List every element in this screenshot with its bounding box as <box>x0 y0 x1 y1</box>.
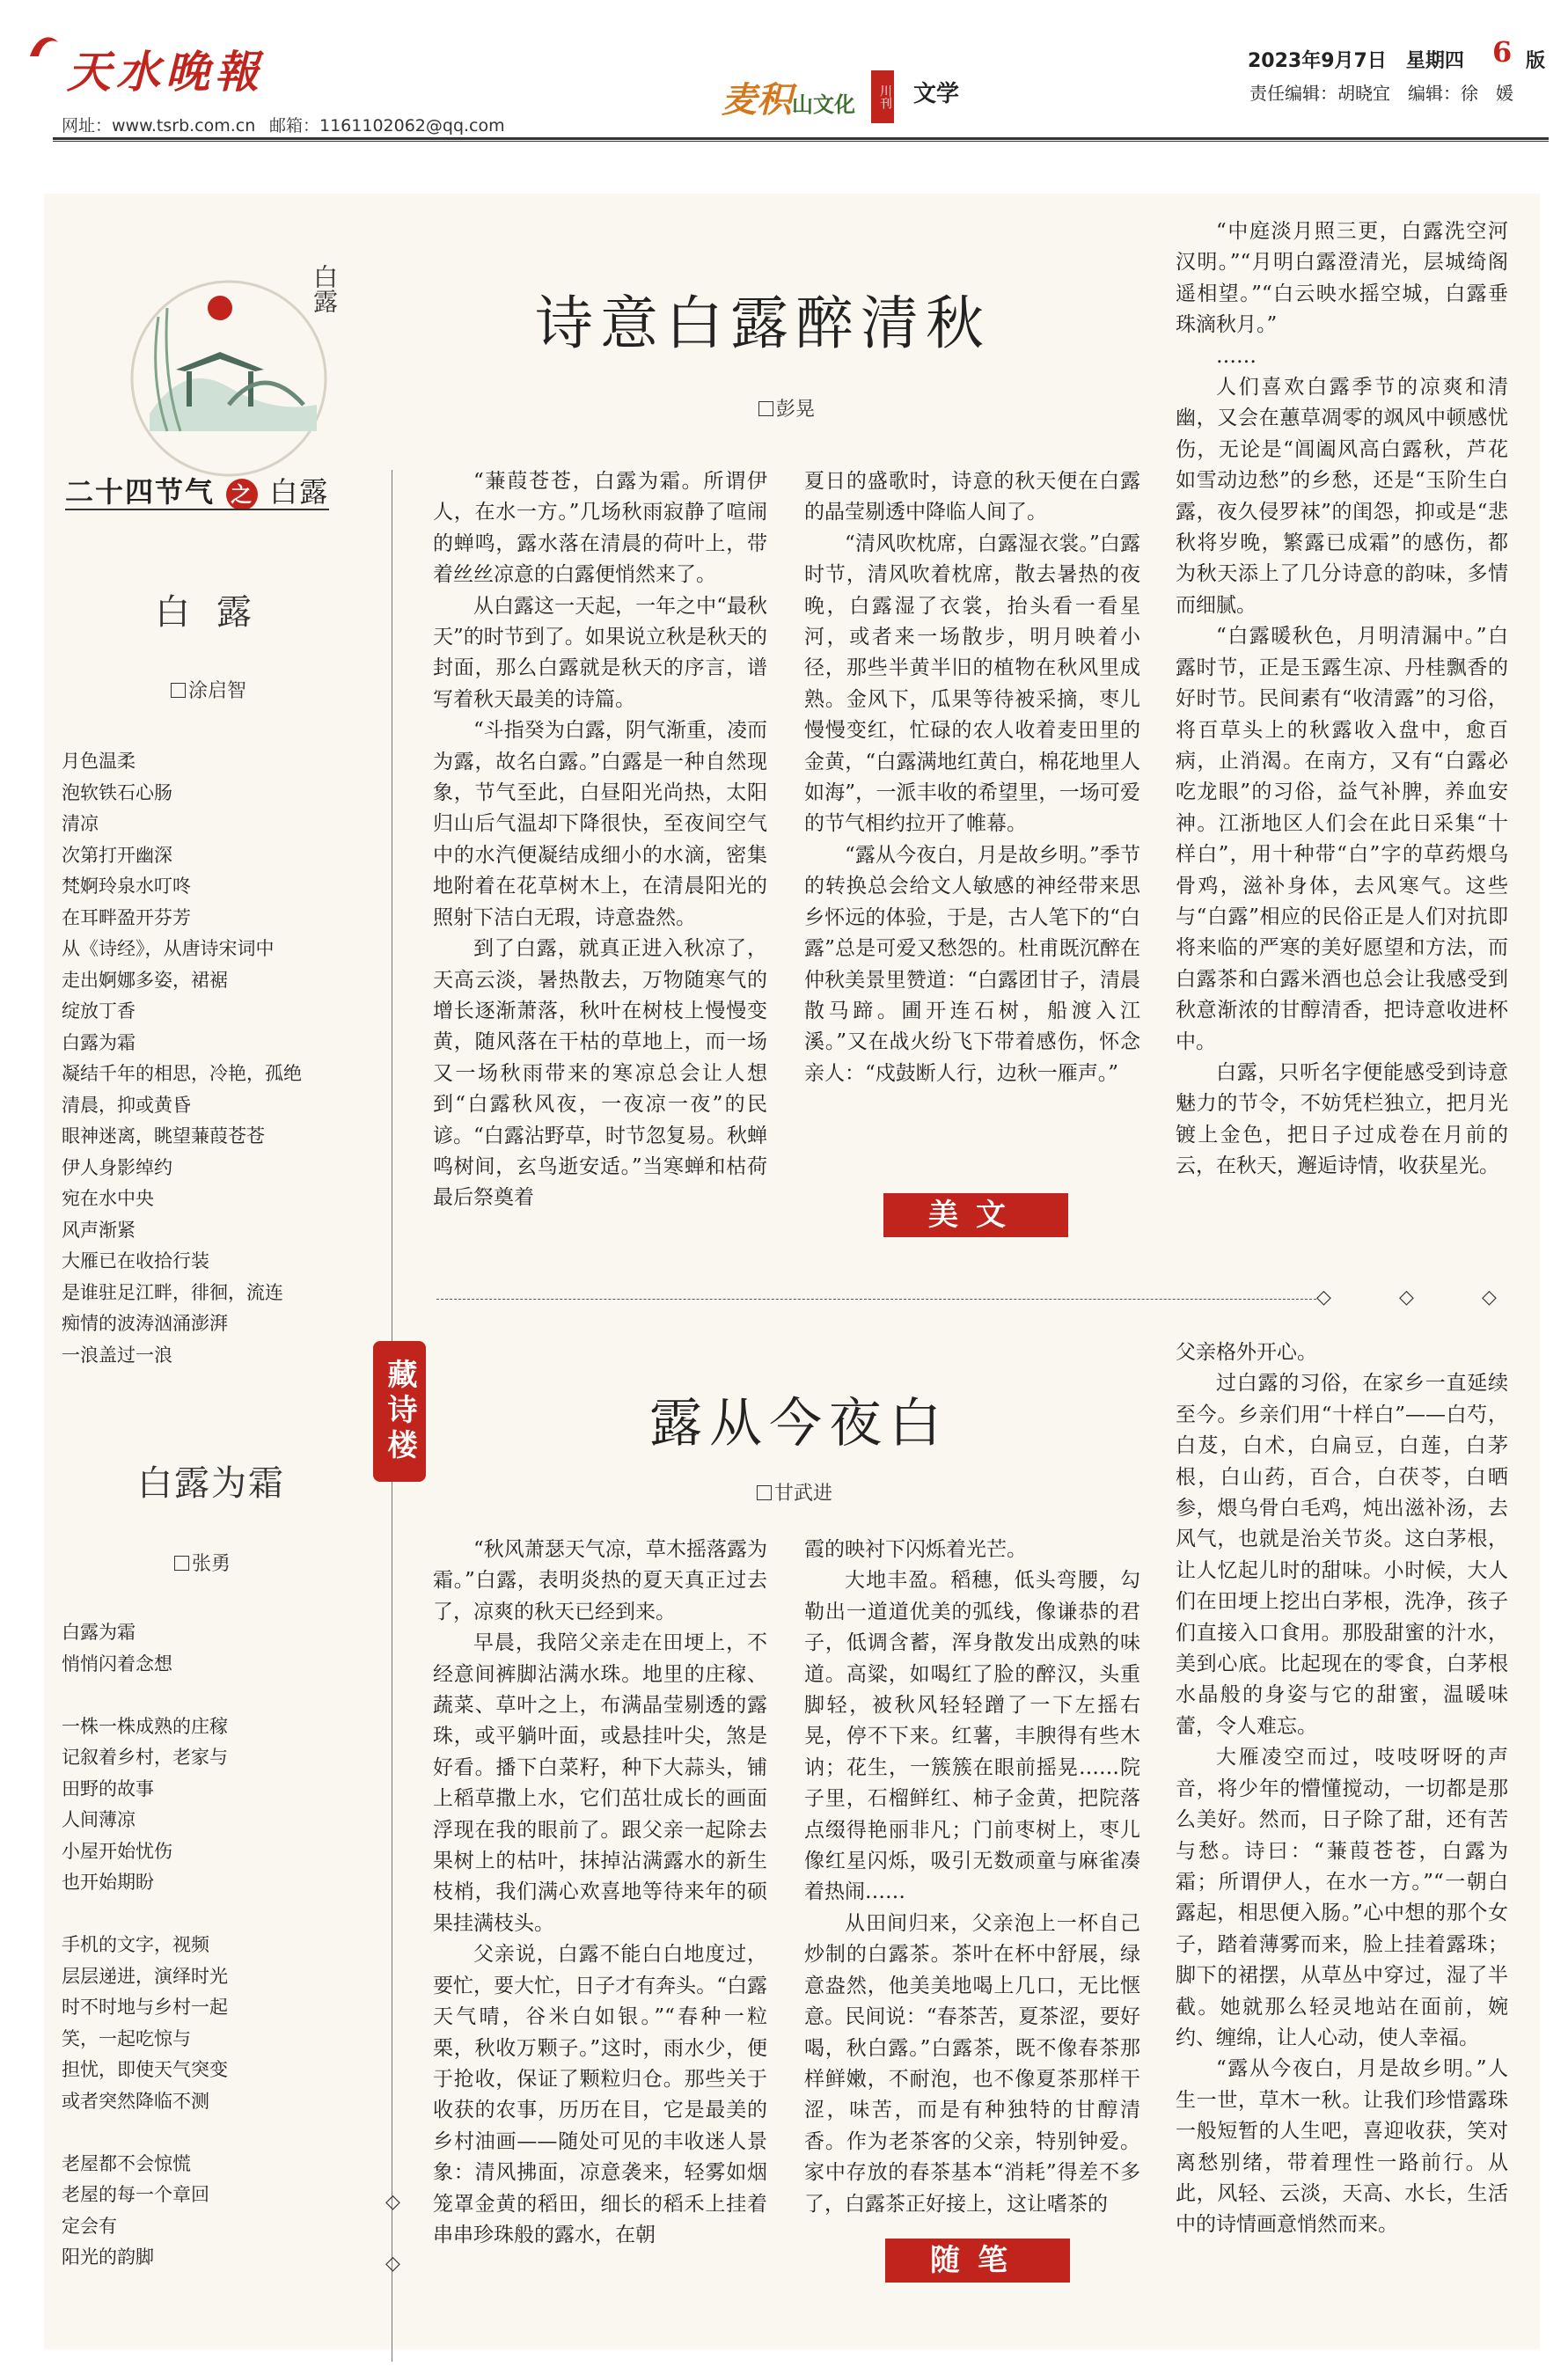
poem1-title: 白露 <box>155 592 278 633</box>
column-logo-main: 麦积 <box>722 79 792 121</box>
paragraph: “露从今夜白，月是故乡明。”季节的转换总会给文人敏感的神经带来思乡怀远的体验，于是，古人笔下的“白露”总是可爱又愁怨的。杜甫既沉醉在仲秋美景里赞道：“白露团甘子，清晨散马蹄。圃开连石树，船渡入江溪。”又在战火纷飞下带着感伤，怀念亲人：“戍鼓断人行，边秋一雁声。” <box>804 843 1140 1085</box>
paragraph: 夏日的盛歌时，诗意的秋天便在白露的晶莹剔透中降临人间了。 <box>804 470 1140 524</box>
solar-term-connector: 之 <box>226 479 258 510</box>
article2-author: 甘武进 <box>757 1478 832 1506</box>
article2-col2 <box>804 1535 1140 2220</box>
column-logo <box>722 72 855 122</box>
paragraph: 父亲说，白露不能白白地度过，要忙，要大忙，日子才有奔头。“白露天气晴，谷米白如银。”“春种一粒栗，秋收万颗子。”这时，雨水少，便于抢收，保证了颗粒归仓。那些关于收获的农事，历历在目，它是最美的乡村油画——随处可见的丰收迷人景象：清风拂面，凉意袭来，轻雾如烟笼罩金黄的稻田，细长的稻禾上挂着串串珍珠般的露水，在朝 <box>433 1943 767 2246</box>
paragraph: …… <box>1216 344 1257 368</box>
paragraph: 人们喜欢白露季节的凉爽和清幽，又会在蕙草凋零的飒风中顿感忧伤，无论是“阊阖风高白露秋，芦花如雪动边愁”的乡愁，还是“玉阶生白露，夜久侵罗袜”的闺怨，抑或是“悲秋将岁晚，繁露已成霜”的感伤，都为秋天添上了几分诗意的韵味，多情而细腻。 <box>1176 376 1508 617</box>
solar-term-underline <box>65 509 329 510</box>
diamond-icon: ◇ <box>1399 1286 1414 1308</box>
diamond-icon: ◇ <box>1482 1286 1497 1308</box>
poem2-author: 张勇 <box>174 1549 231 1576</box>
article2-col3 <box>1176 1337 1508 2241</box>
article1-col1 <box>433 466 767 1214</box>
solar-term-prefix: 二十四节气 <box>65 475 216 509</box>
paragraph: “斗指癸为白露，阴气渐重，凌而为露，故名白露。”白露是一种自然现象，节气至此，白昼阳光尚热，太阳归山后气温却下降很快，至夜间空气中的水汽便凝结成细小的水滴，密集地附着在花草树木上，在清晨阳光的照射下洁白无瑕，诗意盎然。 <box>433 719 767 929</box>
paragraph: 大地丰盈。稻穗，低头弯腰，勾勒出一道道优美的弧线，像谦恭的君子，低调含蓄，浑身散发出成熟的味道。高粱，如喝红了脸的醉汉，头重脚轻，被秋风轻轻蹭了一下左摇右晃，停不下来。红薯，丰腴得有些木讷；花生，一簇簇在眼前摇晃……院子里，石榴鲜红、柿子金黄，把院落点缀得艳丽非凡；门前枣树上，枣儿像红星闪烁，吸引无数顽童与麻雀凑着热闹…… <box>804 1569 1140 1904</box>
paragraph: “露从今夜白，月是故乡明。”人生一世，草木一秋。让我们珍惜露珠一般短暂的人生吧，喜迎收获，笑对离愁别绪，带着理性一路前行。从此，风轻、云淡，天高、水长，生活中的诗情画意悄然而来。 <box>1176 2057 1508 2237</box>
paragraph: 白露，只听名字便能感受到诗意魅力的节令，不妨凭栏独立，把月光镀上金色，把日子过成卷在月前的云，在秋天，邂逅诗情，收获星光。 <box>1176 1060 1508 1178</box>
paragraph: 父亲格外开心。 <box>1176 1341 1317 1364</box>
header-rule-thin <box>53 141 1549 142</box>
paragraph: “白露暖秋色，月明清漏中。”白露时节，正是玉露生凉、丹桂飘香的好时节。民间素有“收清露”的习俗，将百草头上的秋露收入盘中，愈百病，止消渴。在南方，又有“白露必吃龙眼”的习俗，益气补脾，养血安神。江浙地区人们会在此日采集“十样白”，用十种带“白”字的草药煨乌骨鸡，滋补身体，去风寒气。这些与“白露”相应的民俗正是人们对抗即将来临的严寒的美好愿望和方法，而白露茶和白露米酒也总会让我感受到秋意渐浓的甘醇清香，把诗意收进杯中。 <box>1176 625 1508 1053</box>
poem2-body: 白露为霜 悄悄闪着念想 一株一株成熟的庄稼 记叙着乡村，老家与 田野的故事 人间薄凉 小屋开始忧伤 也开始期盼 手机的文字，视频 层层递进，演绎时光 时不时地与乡村一起 笑，一起吃惊与 担忧，即使天气突变 或者突然降临不测 老屋都不会惊慌 老屋的每一个章回 定会有 阳光的韵脚 <box>62 1622 228 2268</box>
paragraph: 从白露这一天起，一年之中“最秋天”的时节到了。如果说立秋是秋天的封面，那么白露就是秋天的序言，谱写着秋天最美的诗篇。 <box>433 594 767 711</box>
paragraph: 到了白露，就真正进入秋凉了，天高云淡，暑热散去，万物随寒气的增长逐渐萧落，秋叶在树枝上慢慢变黄，随风落在干枯的草地上，而一场又一场秋雨带来的寒凉总会让人想到“白露秋风夜，一夜凉一夜”的民谚。“白露沾野草，时节忽复易。秋蝉鸣树间，玄鸟逝安适。”当寒蝉和枯荷最后祭奠着 <box>433 937 767 1210</box>
diamond-icon: ◇ <box>385 2191 400 2213</box>
column-name: 文学 <box>913 81 960 107</box>
article1-col3 <box>1176 216 1508 1183</box>
poem1-author: 涂启智 <box>171 676 246 703</box>
paragraph: 从田间归来，父亲泡上一杯自己炒制的白露茶。茶叶在杯中舒展，绿意盎然，他美美地喝上几口，无比惬意。民间说：“春茶苦，夏茶涩，要好喝，秋白露。”白露茶，既不像春茶那样鲜嫩，不耐泡，也不像夏茶那样干涩，味苦，而是有种独特的甘醇清香。作为老茶客的父亲，特别钟爱。家中存放的春茶基本“消耗”得差不多了，白露茶正好接上，这让嗜茶的 <box>804 1911 1140 2216</box>
column-seal: 川刊 <box>871 70 894 123</box>
paragraph: 大雁凌空而过，吱吱呀呀的声音，将少年的懵懂搅动，一切都是那么美好。然而，日子除了甜，还有苦与愁。诗曰：“蒹葭苍苍，白露为霜；所谓伊人，在水一方。”“一朝白露起，相思便入肠。”心中想的那个女子，踏着薄雾而来，脸上挂着露珠；脚下的裙摆，从草丛中穿过，湿了半截。她就那么轻灵地站在面前，婉约、缠绵，让人心动，使人幸福。 <box>1176 1746 1508 2049</box>
paragraph: 霞的映衬下闪烁着光芒。 <box>804 1538 1027 1561</box>
masthead-swirl-icon <box>25 26 63 65</box>
cangshi-label: 藏诗楼 <box>373 1341 426 1482</box>
poem2-title: 白露为霜 <box>137 1463 285 1504</box>
article1-col2 <box>804 466 1140 1089</box>
article2-title: 露从今夜白 <box>649 1393 949 1455</box>
website-url: 网址：www.tsrb.com.cn <box>62 116 256 136</box>
solar-term-heading <box>65 470 329 510</box>
paragraph: “秋风萧瑟天气凉，草木摇落露为霜。”白露，表明炎热的夏天真正过去了，凉爽的秋天已经到来。 <box>433 1538 767 1623</box>
emblem-text: 白露 <box>310 264 339 313</box>
poem1-body: 月色温柔 泡软铁石心肠 清凉 次第打开幽深 梵婀玲泉水叮咚 在耳畔盈开芬芳 从《诗经》，从唐诗宋词中 走出婀娜多姿，裙裾 绽放丁香 白露为霜 凝结千年的相思，冷艳，孤绝 清晨，抑或黄昏 眼神迷离，眺望蒹葭苍苍 伊人身影绰约 宛在水中央 风声渐紧 大雁已在收拾行装 是谁驻足江畔，徘徊，流连 痴情的波涛汹涌澎湃 一浪盖过一浪 <box>62 751 302 1366</box>
paragraph: “蒹葭苍苍，白露为霜。所谓伊人，在水一方。”几场秋雨寂静了喧闹的蝉鸣，露水落在清晨的荷叶上，带着丝丝凉意的白露便悄然来了。 <box>433 470 767 587</box>
diamond-icon: ◇ <box>1316 1286 1331 1308</box>
diamond-icon: ◇ <box>385 2253 400 2275</box>
header-rule <box>53 137 1549 140</box>
solar-term-name: 白露 <box>269 475 330 509</box>
article2-tag: 随笔 <box>885 2239 1070 2283</box>
column-logo-sub: 山文化 <box>792 92 855 117</box>
article1-tag: 美文 <box>883 1193 1068 1237</box>
paragraph: 早晨，我陪父亲走在田埂上，不经意间裤脚沾满水珠。地里的庄稼、蔬菜、草叶之上，布满晶莹剔透的露珠，或平躺叶面，或悬挂叶尖，煞是好看。播下白菜籽，种下大蒜头，铺上稻草撒上水，它们茁壮成长的画面浮现在我的眼前了。跟父亲一起除去果树上的枯叶，抹掉沾满露水的新生枝梢，我们满心欢喜地等待来年的硕果挂满枝头。 <box>433 1631 767 1935</box>
masthead: 天水晚報 <box>67 46 264 98</box>
issue-date: 2023年9月7日 星期四 <box>1248 50 1464 72</box>
email-address: 邮箱：1161102062@qq.com <box>269 116 505 136</box>
paragraph: 过白露的习俗，在家乡一直延续至今。乡亲们用“十样白”——白芍，白芨，白术，白扁豆，白莲，白茅根，白山药，百合，白茯苓，白晒参，煨乌骨白毛鸡，炖出滋补汤，去风气，也就是治关节炎。这白茅根，让人忆起儿时的甜味。小时候，大人们在田埂上挖出白茅根，洗净，孩子们直接入口食用。那股甜蜜的汁水，美到心底。比起现在的零食，白茅根水晶般的身姿与它的甜蜜，温暖味蕾，令人难忘。 <box>1176 1372 1508 1738</box>
editors: 责任编辑：胡晓宜 编辑：徐 媛 <box>1249 83 1513 104</box>
paragraph: “清风吹枕席，白露湿衣裳。”白露时节，清风吹着枕席，散去暑热的夜晚，白露湿了衣裳，抬头看一看星河，或者来一场散步，明月映着小径，那些半黄半旧的植物在秋风里成熟。金风下，瓜果等待被采摘，枣儿慢慢变红，忙碌的农人收着麦田里的金黄，“白露满地红黄白，棉花地里人如海”，一派丰收的希望里，一场可爱的节气相约拉开了帷幕。 <box>804 531 1140 836</box>
page-number: 6 <box>1492 35 1513 69</box>
page-unit: 版 <box>1526 50 1546 72</box>
article2-col1 <box>433 1535 767 2251</box>
section-separator <box>436 1299 1316 1300</box>
article1-title: 诗意白露醉清秋 <box>535 289 991 357</box>
paragraph: “中庭淡月照三更，白露洗空河汉明。”“月明白露澄清光，层城绮阁遥相望。”“白云映水摇空城，白露垂珠滴秋月。” <box>1176 220 1508 337</box>
article1-author: 彭晃 <box>758 394 815 421</box>
